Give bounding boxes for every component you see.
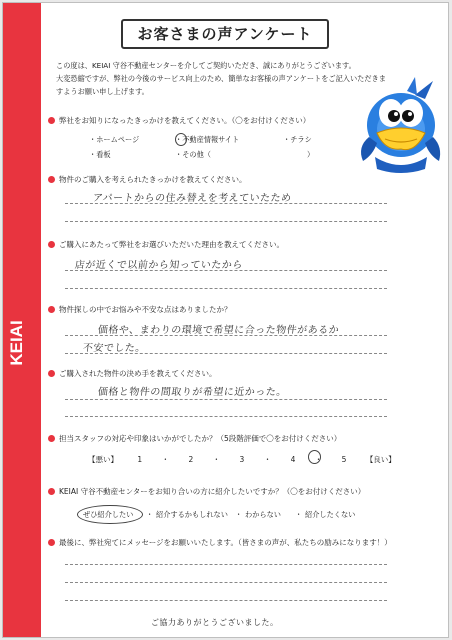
q7-option-definitely[interactable]: ぜひ紹介したい <box>83 510 134 519</box>
answer-line <box>65 335 387 336</box>
q7-separator: ・ <box>235 510 243 519</box>
message-line <box>65 582 387 583</box>
page-title: お客さまの声アンケート <box>121 19 329 49</box>
q5-handwritten-answer: 価格と物件の間取りが希望に近かった。 <box>97 387 288 398</box>
q2-handwritten-answer: アパートからの住み替えを考えていたため <box>92 193 293 204</box>
rating-label-good: 【良い】 <box>365 455 396 464</box>
question-4-text: 物件探しの中でお悩みや不安な点はありましたか？ <box>59 305 232 314</box>
question-8 <box>48 538 392 548</box>
question-7 <box>48 487 365 497</box>
answer-line <box>65 221 387 222</box>
message-line <box>65 600 387 601</box>
rating-1[interactable]: 1 <box>137 455 143 464</box>
question-3-text: ご購入にあたって弊社をお選びいただいた理由を教えてください。 <box>59 240 284 249</box>
answer-line <box>65 203 387 204</box>
q7-option-no[interactable]: 紹介したくない <box>305 510 356 519</box>
rating-5[interactable]: 5 <box>341 455 347 464</box>
question-2 <box>48 175 247 185</box>
q1-option-homepage[interactable]: ・ホームページ <box>89 135 140 144</box>
q7-option-dont-know[interactable]: わからない <box>245 510 281 519</box>
bullet-icon <box>48 435 55 442</box>
question-1-text: 弊社をお知りになったきっかけを教えてください。（〇をお付けください） <box>59 116 311 125</box>
question-5-text: ご購入された物件の決め手を教えてください。 <box>59 369 217 378</box>
question-6-text: 担当スタッフの対応や印象はいかがでしたか？（5段階評価で〇をお付けください） <box>59 434 342 443</box>
bullet-icon <box>48 241 55 248</box>
question-8-text: 最後に、弊社宛てにメッセージをお願いいたします。（皆さまの声が、私たちの励みになります！） <box>59 538 392 547</box>
q7-separator: ・ <box>295 510 303 519</box>
q1-option-other[interactable]: ・その他（ <box>175 150 211 159</box>
question-6 <box>48 434 341 444</box>
q1-option-signboard[interactable]: ・看板 <box>89 150 111 159</box>
bird-mascot-icon <box>355 77 443 177</box>
rating-separator: ・ <box>161 455 170 464</box>
side-brand-text: KEIAI <box>7 320 26 366</box>
q4-handwritten-answer-1: 価格や、まわりの環境で希望に合った物件があるか <box>97 325 340 336</box>
q7-selected-circle <box>77 505 143 524</box>
answer-line <box>65 288 387 289</box>
q1-selected-circle <box>175 133 187 146</box>
question-2-text: 物件のご購入を考えられたきっかけを教えてください。 <box>59 175 247 184</box>
rating-2[interactable]: 2 <box>188 455 194 464</box>
intro-text: この度は、KEIAI 守谷不動産センターを介してご契約いただき、誠にありがとうございます。 大変恐縮ですが、弊社の今後のサービス向上のため、簡単なお客様の声アンケートをご記入いただきま すようお願い申し上げます。 <box>56 61 386 96</box>
q7-option-maybe[interactable]: 紹介するかもしれない <box>156 510 228 519</box>
rating-label-bad: 【悪い】 <box>88 455 118 464</box>
rating-separator: ・ <box>263 455 272 464</box>
q1-option-other-close: ） <box>307 150 315 159</box>
rating-scale <box>88 454 413 465</box>
q6-selected-circle <box>308 450 321 464</box>
bullet-icon <box>48 306 55 313</box>
side-brand-logo <box>7 303 37 383</box>
question-5 <box>48 369 217 379</box>
question-3 <box>48 240 284 250</box>
bullet-icon <box>48 370 55 377</box>
bullet-icon <box>48 176 55 183</box>
q4-handwritten-answer-2: 不安でした。 <box>82 343 147 354</box>
answer-line <box>65 353 387 354</box>
q1-option-realestate-site[interactable]: ・不動産情報サイト <box>175 135 240 144</box>
question-4 <box>48 305 232 315</box>
rating-4[interactable]: 4 <box>290 455 296 464</box>
answer-line <box>65 399 387 400</box>
question-7-text: KEIAI 守谷不動産センターをお知り合いの方に紹介したいですか？（〇をお付けください） <box>59 487 366 496</box>
q7-separator: ・ <box>146 510 154 519</box>
question-1 <box>48 116 310 126</box>
answer-line <box>65 270 387 271</box>
side-brand-bar <box>3 3 41 638</box>
q1-option-flyer[interactable]: ・チラシ <box>283 135 312 144</box>
bullet-icon <box>48 539 55 546</box>
rating-separator: ・ <box>314 455 323 464</box>
answer-line <box>65 416 387 417</box>
rating-3[interactable]: 3 <box>239 455 245 464</box>
q3-handwritten-answer: 店が近くで以前から知っていたから <box>74 260 244 271</box>
bullet-icon <box>48 117 55 124</box>
bullet-icon <box>48 488 55 495</box>
survey-sheet <box>2 2 449 638</box>
rating-separator: ・ <box>212 455 221 464</box>
footer-thanks: ご協力ありがとうございました。 <box>151 618 279 627</box>
message-line <box>65 564 387 565</box>
